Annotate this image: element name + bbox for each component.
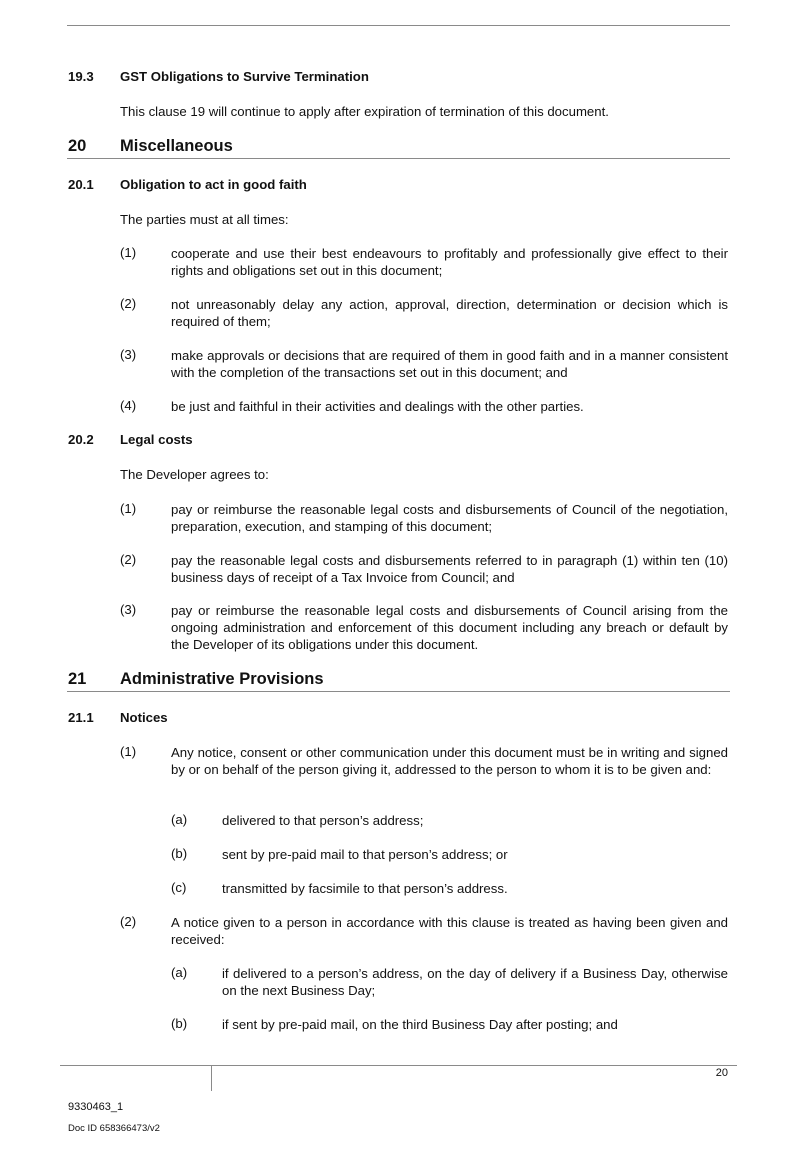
clause-21-1-para-1-c-label: (c): [171, 880, 187, 895]
clause-21-1-para-2-b-text: if sent by pre-paid mail, on the third Business Day after posting; and: [222, 1017, 618, 1032]
section-21-rule: [67, 691, 730, 692]
footer-rule: [60, 1065, 737, 1066]
clause-20-1-number: 20.1: [68, 177, 94, 192]
clause-21-1-para-1-b-label: (b): [171, 846, 188, 861]
clause-19-3-number: 19.3: [68, 69, 94, 84]
clause-21-1-para-2-a-text: if delivered to a person’s address, on the day of delivery if a Business Day, otherwise on the next Business Day;: [222, 966, 728, 998]
clause-20-2-number: 20.2: [68, 432, 94, 447]
clause-21-1-para-1-a-label: (a): [171, 812, 188, 827]
section-21-number: 21: [68, 670, 87, 688]
clause-21-1-para-1-a-text: delivered to that person’s address;: [222, 813, 424, 828]
clause-20-2-item-2-label: (2): [120, 552, 137, 567]
footer-divider: [211, 1065, 212, 1091]
clause-21-1-number: 21.1: [68, 710, 94, 725]
clause-20-1-intro: The parties must at all times:: [120, 212, 289, 227]
clause-20-1-item-1-text: cooperate and use their best endeavours to profitably and professionally give effect to their rights and obligations set out in this document;: [171, 246, 728, 278]
section-21-title: Administrative Provisions: [120, 670, 324, 688]
clause-20-2-item-3-text: pay or reimburse the reasonable legal costs and disbursements of Council arising from the ongoing administration and enforcement of this document including any breach or default by the Developer of its obligations under this document.: [171, 603, 728, 652]
clause-21-1-para-1-c-text: transmitted by facsimile to that person’s address.: [222, 881, 508, 896]
clause-21-1-para-1-text: Any notice, consent or other communication under this document must be in writing and signed by or on behalf of the person giving it, addressed to the person to whom it is to be given and:: [171, 745, 728, 777]
clause-20-1-item-1-label: (1): [120, 245, 137, 260]
clause-21-1-para-2-a-label: (a): [171, 965, 188, 980]
clause-20-1-item-3-label: (3): [120, 347, 137, 362]
clause-21-1-para-2-label: (2): [120, 914, 137, 929]
clause-20-2-item-1-label: (1): [120, 501, 137, 516]
clause-20-1-item-2-text: not unreasonably delay any action, approval, direction, determination or decision which is required of them;: [171, 297, 728, 329]
clause-20-1-item-4-label: (4): [120, 398, 137, 413]
header-rule: [67, 25, 730, 26]
document-id: Doc ID 658366473/v2: [68, 1123, 160, 1134]
document-reference: 9330463_1: [68, 1101, 124, 1113]
clause-20-1-item-4-text: be just and faithful in their activities and dealings with the other parties.: [171, 399, 584, 414]
clause-20-1-title: Obligation to act in good faith: [120, 177, 307, 192]
clause-21-1-para-1-label: (1): [120, 744, 137, 759]
clause-20-2-item-2-text: pay the reasonable legal costs and disbursements referred to in paragraph (1) within ten (10) business days of receipt of a Tax Invoice from Council; and: [171, 553, 728, 585]
clause-21-1-para-1-b-text: sent by pre-paid mail to that person’s address; or: [222, 847, 508, 862]
clause-20-2-intro: The Developer agrees to:: [120, 467, 269, 482]
clause-21-1-title: Notices: [120, 710, 168, 725]
clause-20-2-item-1-text: pay or reimburse the reasonable legal costs and disbursements of Council of the negotiation, preparation, execution, and stamping of this document;: [171, 502, 728, 534]
section-20-rule: [67, 158, 730, 159]
section-20-title: Miscellaneous: [120, 137, 233, 155]
section-20-number: 20: [68, 137, 87, 155]
clause-19-3-title: GST Obligations to Survive Termination: [120, 69, 369, 84]
clause-20-2-item-3-label: (3): [120, 602, 137, 617]
clause-21-1-para-2-text: A notice given to a person in accordance with this clause is treated as having been given and received:: [171, 915, 728, 947]
clause-20-1-item-2-label: (2): [120, 296, 137, 311]
clause-20-1-item-3-text: make approvals or decisions that are required of them in good faith and in a manner consistent with the completion of the transactions set out in this document; and: [171, 348, 728, 380]
clause-20-2-title: Legal costs: [120, 432, 193, 447]
page-number: 20: [715, 1067, 728, 1079]
clause-21-1-para-2-b-label: (b): [171, 1016, 188, 1031]
clause-19-3-body: This clause 19 will continue to apply after expiration of termination of this document.: [120, 104, 609, 119]
